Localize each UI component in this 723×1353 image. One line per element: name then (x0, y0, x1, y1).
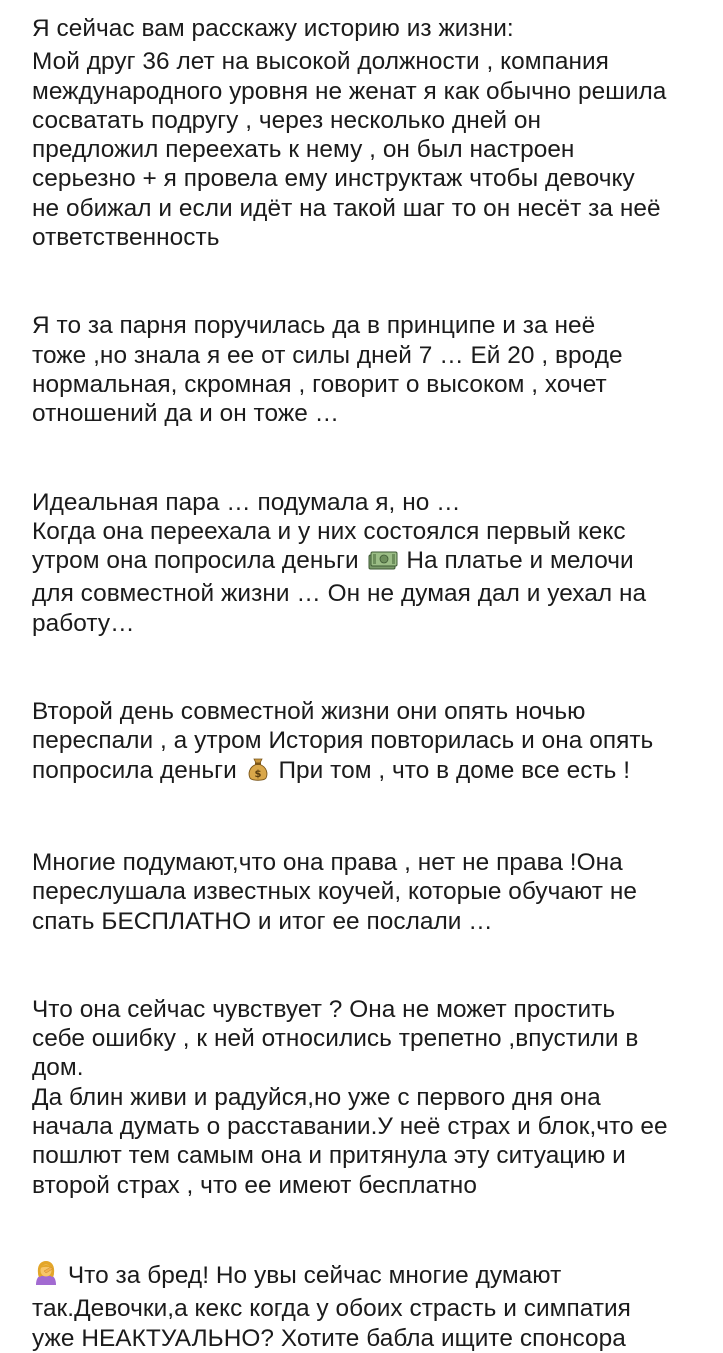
dollar-bills-icon (368, 548, 398, 579)
paragraph-5 (32, 848, 704, 936)
text-line (32, 546, 704, 579)
text-line: ответственность (32, 224, 220, 252)
text-line: Многие подумают,что она права , нет не права !Она (32, 848, 623, 876)
text-line: тоже ,но знала я ее от силы дней 7 … Ей 20 , вроде (32, 341, 623, 369)
text-line: уже НЕАКТУАЛЬНО? Хотите бабла ищите спонсора (32, 1324, 626, 1352)
text-line: второй страх , что ее имеют бесплатно (32, 1171, 477, 1199)
text-line: начала думать о расставании.У неё страх и блок,что ее (32, 1113, 668, 1141)
intro-paragraph (32, 14, 704, 43)
text-line: Что она сейчас чувствует ? Она не может простить (32, 995, 616, 1023)
text-line: не обижал и если идёт на такой шаг то он несёт за неё (32, 194, 661, 222)
text-line: переспали , а утром История повторилась и она опять (32, 727, 654, 755)
text-line: работу… (32, 609, 135, 637)
money-bag-icon (246, 756, 270, 789)
text-line: нормальная, скромная , говорит о высоком , хочет (32, 370, 607, 398)
text-line: Я то за парня поручилась да в принципе и за неё (32, 312, 596, 340)
text-segment: При том , что в доме все есть ! (278, 756, 631, 784)
intro-line: Я сейчас вам расскажу историю из жизни: (32, 15, 514, 42)
text-line: Да блин живи и радуйся,но уже с первого дня она (32, 1083, 601, 1111)
text-line: себе ошибку , к ней относились трепетно ,впустили в (32, 1025, 639, 1053)
text-segment: На платье и мелочи (406, 547, 634, 575)
text-line: Второй день совместной жизни они опять ночью (32, 698, 586, 726)
paragraph-2 (32, 311, 704, 428)
text-line (32, 1259, 704, 1294)
text-line: предложил переехать к нему , он был настроен (32, 136, 575, 164)
text-line: серьезно + я провела ему инструктаж чтобы девочку (32, 165, 635, 193)
paragraph-6 (32, 995, 704, 1200)
text-segment: попросила деньги (32, 756, 237, 784)
woman-facepalm-icon (32, 1259, 60, 1294)
post-text (32, 14, 704, 1353)
text-line: Идеальная пара … подумала я, но … (32, 488, 461, 516)
paragraph-7 (32, 1259, 704, 1353)
text-segment: утром она попросила деньги (32, 547, 359, 575)
text-line (32, 756, 704, 789)
svg-text:$: $ (254, 768, 262, 780)
text-line: Когда она переехала и у них состоялся первый кекс (32, 517, 626, 545)
paragraph-4 (32, 697, 704, 789)
text-line: переслушала известных коучей, которые обучают не (32, 878, 637, 906)
text-line: для совместной жизни … Он не думая дал и уехал на (32, 580, 647, 608)
paragraph-3 (32, 488, 704, 638)
text-line: отношений да и он тоже … (32, 400, 340, 428)
text-line: так.Девочки,а кекс когда у обоих страсть и симпатия (32, 1295, 631, 1323)
text-line: сосватать подругу , через несколько дней он (32, 106, 542, 134)
text-line: международного уровня не женат я как обычно решила (32, 77, 667, 105)
text-line: пошлют тем самым она и притянула эту ситуацию и (32, 1142, 626, 1170)
text-segment: Что за бред! Но увы сейчас многие думают (67, 1261, 562, 1289)
paragraph-1 (32, 47, 704, 252)
text-line: спать БЕСПЛАТНО и итог ее послали … (32, 907, 493, 935)
text-line: Мой друг 36 лет на высокой должности , компания (32, 48, 609, 76)
text-line: дом. (32, 1054, 84, 1082)
